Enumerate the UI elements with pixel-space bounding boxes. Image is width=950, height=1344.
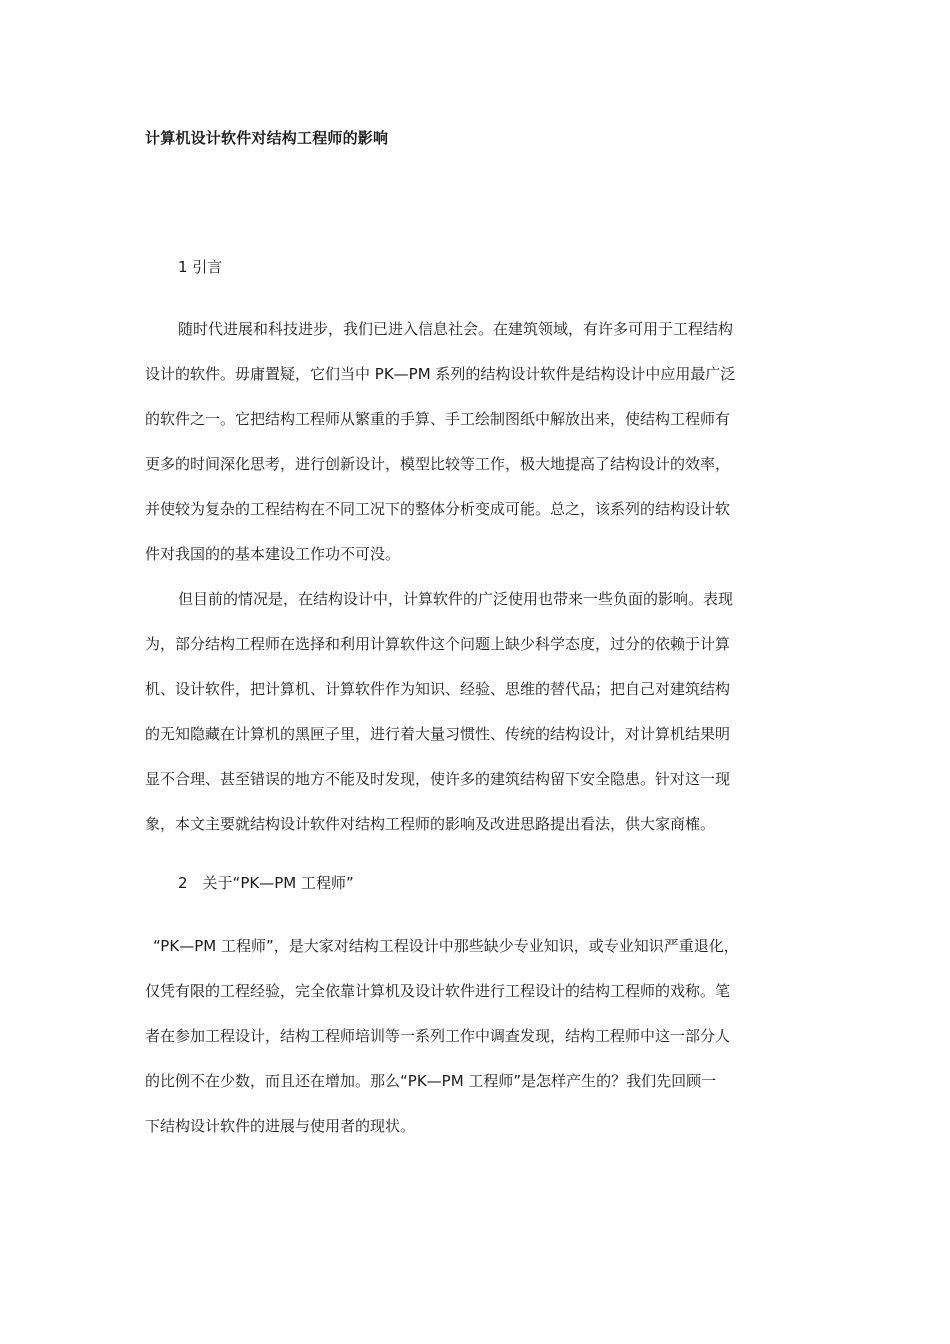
paragraph-2-line: 但目前的情况是，在结构设计中，计算软件的广泛使用也带来一些负面的影响。表现 [178, 590, 734, 608]
paragraph-3-line: 者在参加工程设计，结构工程师培训等一系列工作中调查发现，结构工程师中这一部分人 [145, 1027, 731, 1045]
section-1-heading: 1 引言 [178, 258, 223, 276]
paragraph-2-line: 为，部分结构工程师在选择和利用计算软件这个问题上缺少科学态度，过分的依赖于计算 [145, 635, 731, 653]
paragraph-2-line: 的无知隐藏在计算机的黑匣子里，进行着大量习惯性、传统的结构设计，对计算机结果明 [145, 725, 731, 743]
paragraph-1-line: 设计的软件。毋庸置疑，它们当中 PK—PM 系列的结构设计软件是结构设计中应用最广泛 [145, 365, 736, 383]
paragraph-1-line: 更多的时间深化思考，进行创新设计，模型比较等工作，极大地提高了结构设计的效率， [145, 455, 731, 473]
section-2-heading: 2 关于“PK—PM 工程师” [178, 874, 354, 892]
paragraph-2-line: 显不合理、甚至错误的地方不能及时发现，使许多的建筑结构留下安全隐患。针对这一现 [145, 770, 731, 788]
paragraph-1-line: 随时代进展和科技进步，我们已进入信息社会。在建筑领域，有许多可用于工程结构 [178, 320, 734, 338]
paragraph-1-line: 的软件之一。它把结构工程师从繁重的手算、手工绘制图纸中解放出来，使结构工程师有 [145, 410, 731, 428]
paragraph-2-line: 机、设计软件，把计算机、计算软件作为知识、经验、思维的替代品；把自己对建筑结构 [145, 680, 731, 698]
paragraph-3-line: 仅凭有限的工程经验，完全依靠计算机及设计软件进行工程设计的结构工程师的戏称。笔 [145, 982, 731, 1000]
paragraph-3-line: 下结构设计软件的进展与使用者的现状。 [145, 1117, 416, 1135]
document-title: 计算机设计软件对结构工程师的影响 [145, 129, 389, 147]
paragraph-1-line: 件对我国的的基本建设工作功不可没。 [145, 545, 401, 563]
paragraph-2-line: 象，本文主要就结构设计软件对结构工程师的影响及改进思路提出看法，供大家商榷。 [145, 815, 716, 833]
paragraph-3-line: 的比例不在少数，而且还在增加。那么“PK—PM 工程师”是怎样产生的？我们先回顾一 [145, 1072, 717, 1090]
paragraph-3-line: “PK—PM 工程师”，是大家对结构工程设计中那些缺少专业知识，或专业知识严重退化， [153, 937, 739, 955]
paragraph-1-line: 并使较为复杂的工程结构在不同工况下的整体分析变成可能。总之，该系列的结构设计软 [145, 500, 731, 518]
